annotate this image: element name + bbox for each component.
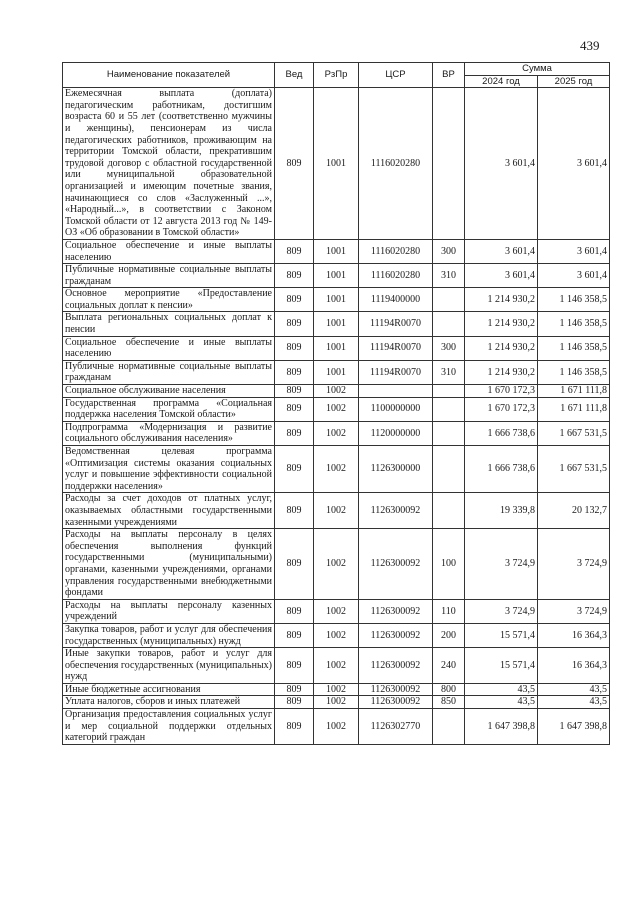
row-ved: 809 [275,623,314,647]
row-rzpr: 1001 [314,88,359,240]
row-name: Расходы на выплаты персоналу казенных учреждений [63,599,275,623]
row-rzpr: 1001 [314,264,359,288]
table-row [63,599,610,623]
row-csr: 1126300092 [359,529,433,600]
row-vr: 300 [433,336,465,360]
row-csr: 1116020280 [359,264,433,288]
row-ved: 809 [275,493,314,529]
row-csr: 1126300092 [359,623,433,647]
row-vr [433,446,465,493]
row-vr: 110 [433,599,465,623]
row-rzpr: 1001 [314,288,359,312]
row-ved: 809 [275,336,314,360]
row-name: Расходы за счет доходов от платных услуг, оказываемых областными государственными казенными учреждениями [63,493,275,529]
row-csr: 1126300000 [359,446,433,493]
row-sum-2024: 15 571,4 [465,623,538,647]
row-rzpr: 1001 [314,336,359,360]
row-csr: 1126300092 [359,696,433,709]
row-name: Социальное обслуживание населения [63,385,275,398]
row-sum-2025: 3 601,4 [538,264,610,288]
row-sum-2025: 1 667 531,5 [538,421,610,445]
row-ved: 809 [275,421,314,445]
row-csr: 11194R0070 [359,360,433,384]
row-sum-2025: 43,5 [538,696,610,709]
row-sum-2025: 1 671 111,8 [538,397,610,421]
row-sum-2025: 3 724,9 [538,529,610,600]
row-sum-2024: 1 666 738,6 [465,421,538,445]
table-row [63,529,610,600]
table-row [63,288,610,312]
row-name: Социальное обеспечение и иные выплаты населению [63,336,275,360]
row-rzpr: 1002 [314,599,359,623]
header-2025: 2025 год [538,75,610,88]
row-sum-2024: 1 214 930,2 [465,360,538,384]
row-sum-2024: 1 214 930,2 [465,288,538,312]
table-row [63,312,610,336]
header-vr: ВР [433,63,465,88]
table-row [63,421,610,445]
row-sum-2025: 3 601,4 [538,88,610,240]
row-name: Организация предоставления социальных услуг и мер социальной поддержки отдельных категорий граждан [63,709,275,745]
table-row [63,648,610,684]
row-vr [433,312,465,336]
row-vr: 100 [433,529,465,600]
row-name: Расходы на выплаты персоналу в целях обеспечения выполнения функций государственными (муниципальными) органами, казенными учреждениями, органами управления государственными внебюджетными фондами [63,529,275,600]
row-rzpr: 1002 [314,696,359,709]
row-sum-2024: 1 666 738,6 [465,446,538,493]
row-sum-2024: 1 670 172,3 [465,397,538,421]
row-csr: 1126300092 [359,493,433,529]
row-vr: 200 [433,623,465,647]
table-row [63,88,610,240]
page-number: 439 [580,38,600,53]
row-sum-2024: 3 601,4 [465,239,538,263]
row-csr: 11194R0070 [359,312,433,336]
row-sum-2025: 43,5 [538,683,610,696]
row-csr: 1120000000 [359,421,433,445]
row-sum-2024: 43,5 [465,696,538,709]
row-csr: 1100000000 [359,397,433,421]
table-row [63,239,610,263]
row-name: Основное мероприятие «Предоставление социальных доплат к пенсии» [63,288,275,312]
row-vr [433,493,465,529]
row-vr: 310 [433,264,465,288]
header-csr: ЦСР [359,63,433,88]
row-vr: 800 [433,683,465,696]
row-ved: 809 [275,446,314,493]
header-name: Наименование показателей [63,63,275,88]
row-csr [359,385,433,398]
row-vr: 240 [433,648,465,684]
row-sum-2024: 1 214 930,2 [465,336,538,360]
row-sum-2024: 3 724,9 [465,599,538,623]
row-csr: 1126300092 [359,599,433,623]
row-sum-2025: 1 647 398,8 [538,709,610,745]
row-vr: 850 [433,696,465,709]
row-sum-2024: 19 339,8 [465,493,538,529]
row-ved: 809 [275,312,314,336]
table-row [63,623,610,647]
row-rzpr: 1002 [314,683,359,696]
header-rzpr: РзПр [314,63,359,88]
row-sum-2025: 1 671 111,8 [538,385,610,398]
header-2024: 2024 год [465,75,538,88]
row-ved: 809 [275,88,314,240]
row-name: Публичные нормативные социальные выплаты гражданам [63,360,275,384]
row-name: Иные закупки товаров, работ и услуг для обеспечения государственных (муниципальных) нужд [63,648,275,684]
row-rzpr: 1002 [314,421,359,445]
row-ved: 809 [275,696,314,709]
row-vr [433,421,465,445]
row-name: Ведомственная целевая программа «Оптимизация системы оказания социальных услуг и повышение эффективности социальной поддержки населения» [63,446,275,493]
row-vr [433,88,465,240]
header-ved: Вед [275,63,314,88]
row-sum-2024: 1 647 398,8 [465,709,538,745]
table-row [63,696,610,709]
row-name: Иные бюджетные ассигнования [63,683,275,696]
table-row [63,360,610,384]
row-vr [433,709,465,745]
row-ved: 809 [275,239,314,263]
row-sum-2025: 3 724,9 [538,599,610,623]
row-sum-2024: 1 214 930,2 [465,312,538,336]
row-sum-2024: 15 571,4 [465,648,538,684]
row-csr: 1119400000 [359,288,433,312]
row-ved: 809 [275,360,314,384]
row-rzpr: 1001 [314,312,359,336]
table-row [63,683,610,696]
row-name: Ежемесячная выплата (доплата) педагогическим работникам, достигшим возраста 60 и 55 лет (соответственно мужчины и женщины), пенсионерам из числа педагогических работников, проживающим на территории Томской области, прекратившим трудовой договор с областной государственной или муниципальной образовательной организацией и имеющим почетные звания, начинающиеся со слов «Заслуженный ...», «Народный...», в соответствии с Законом Томской области от 12 августа 2013 год № 149-ОЗ «Об образовании в Томской области» [63,88,275,240]
row-ved: 809 [275,529,314,600]
table-row [63,397,610,421]
row-sum-2025: 16 364,3 [538,648,610,684]
row-vr: 300 [433,239,465,263]
row-ved: 809 [275,683,314,696]
row-rzpr: 1002 [314,493,359,529]
table-row [63,446,610,493]
row-ved: 809 [275,264,314,288]
budget-table [62,62,610,745]
row-sum-2025: 1 146 358,5 [538,312,610,336]
row-rzpr: 1002 [314,529,359,600]
row-rzpr: 1001 [314,239,359,263]
row-rzpr: 1002 [314,385,359,398]
row-name: Закупка товаров, работ и услуг для обеспечения государственных (муниципальных) нужд [63,623,275,647]
row-name: Выплата региональных социальных доплат к пенсии [63,312,275,336]
row-sum-2024: 3 724,9 [465,529,538,600]
row-sum-2024: 43,5 [465,683,538,696]
table-row [63,385,610,398]
row-name: Государственная программа «Социальная поддержка населения Томской области» [63,397,275,421]
row-sum-2025: 16 364,3 [538,623,610,647]
row-csr: 1126300092 [359,648,433,684]
row-ved: 809 [275,709,314,745]
row-rzpr: 1002 [314,397,359,421]
row-rzpr: 1001 [314,360,359,384]
row-sum-2025: 1 667 531,5 [538,446,610,493]
table-row [63,709,610,745]
row-csr: 1126302770 [359,709,433,745]
row-ved: 809 [275,648,314,684]
row-rzpr: 1002 [314,623,359,647]
row-name: Подпрограмма «Модернизация и развитие социального обслуживания населения» [63,421,275,445]
row-sum-2024: 3 601,4 [465,88,538,240]
row-csr: 11194R0070 [359,336,433,360]
row-ved: 809 [275,288,314,312]
row-csr: 1116020280 [359,88,433,240]
row-sum-2025: 3 601,4 [538,239,610,263]
row-vr [433,397,465,421]
row-sum-2025: 1 146 358,5 [538,360,610,384]
row-name: Социальное обеспечение и иные выплаты населению [63,239,275,263]
row-sum-2025: 1 146 358,5 [538,288,610,312]
row-ved: 809 [275,599,314,623]
row-sum-2025: 20 132,7 [538,493,610,529]
row-name: Уплата налогов, сборов и иных платежей [63,696,275,709]
row-sum-2024: 3 601,4 [465,264,538,288]
row-vr: 310 [433,360,465,384]
table-row [63,336,610,360]
header-sum: Сумма [465,63,610,76]
row-vr [433,385,465,398]
row-ved: 809 [275,397,314,421]
row-name: Публичные нормативные социальные выплаты гражданам [63,264,275,288]
table-row [63,264,610,288]
row-rzpr: 1002 [314,648,359,684]
row-sum-2024: 1 670 172,3 [465,385,538,398]
row-rzpr: 1002 [314,446,359,493]
row-ved: 809 [275,385,314,398]
row-csr: 1116020280 [359,239,433,263]
row-vr [433,288,465,312]
row-rzpr: 1002 [314,709,359,745]
row-sum-2025: 1 146 358,5 [538,336,610,360]
row-csr: 1126300092 [359,683,433,696]
table-row [63,493,610,529]
